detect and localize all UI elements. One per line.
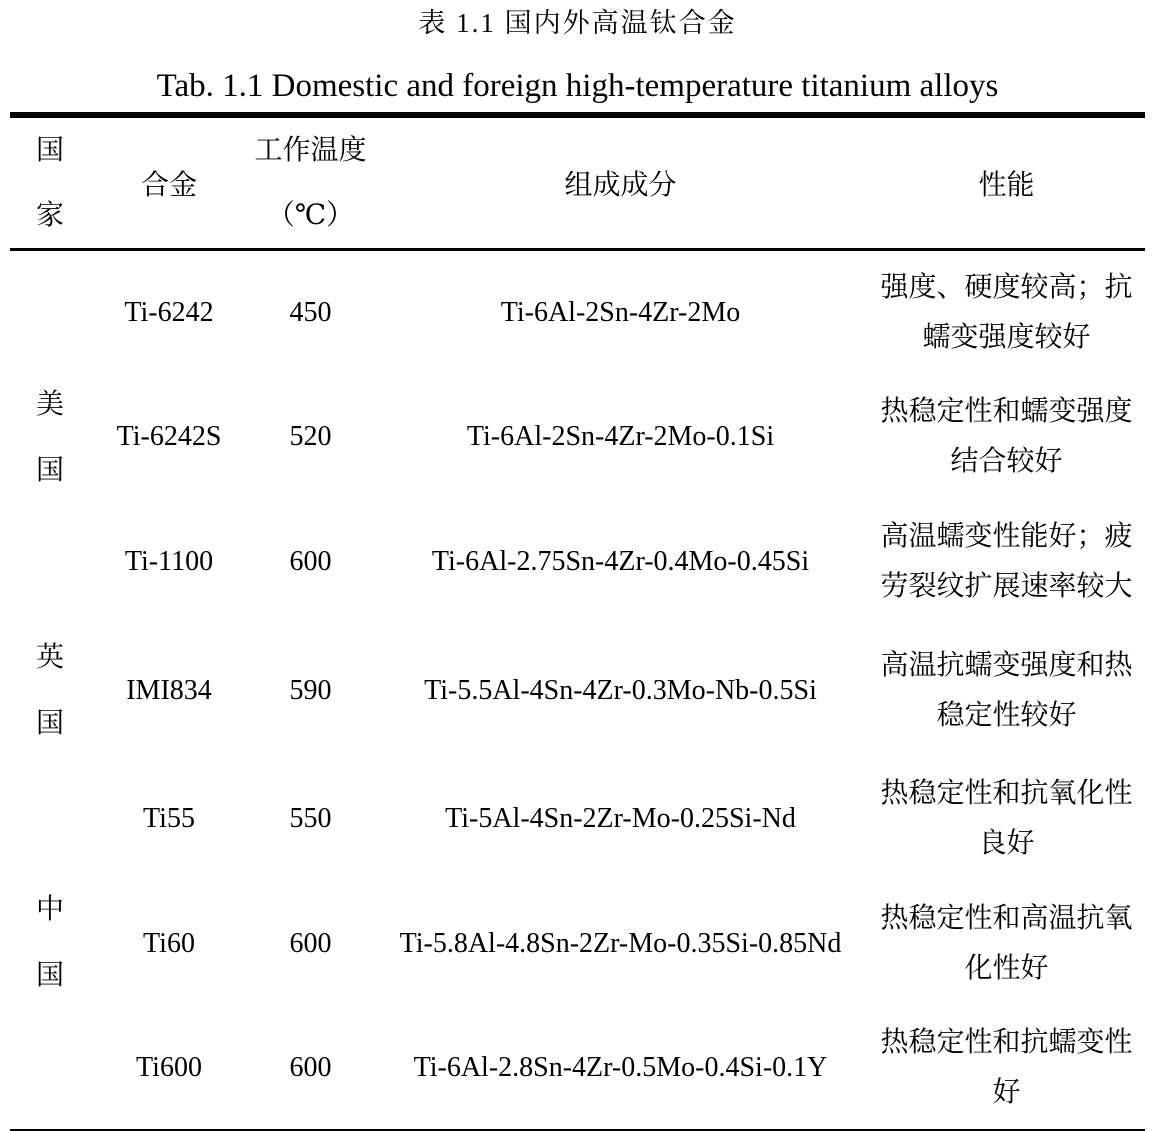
cell-performance	[868, 1007, 1145, 1131]
cell-temperature: 600	[289, 1051, 332, 1083]
header-performance: 性能	[868, 115, 1145, 250]
header-country	[10, 115, 90, 250]
cell-performance	[868, 500, 1145, 625]
country-char: 英	[35, 641, 64, 673]
cell-temperature: 600	[289, 546, 332, 577]
header-temperature-line2: （℃）	[266, 200, 355, 231]
country-char: 中	[35, 893, 64, 925]
table-row-ti600	[10, 1007, 1145, 1131]
table-row-ti60	[10, 882, 1145, 1007]
cell-performance	[868, 757, 1145, 882]
table-caption-chinese: 表 1.1 国内外高温钛合金	[418, 8, 737, 38]
header-country-line1: 国	[35, 135, 64, 166]
performance-line: 劳裂纹扩展速率较大	[880, 571, 1133, 602]
performance-line: 强度、硬度较高；抗	[880, 271, 1133, 303]
cell-alloy: Ti55	[143, 803, 195, 834]
performance-line: 良好	[978, 828, 1035, 859]
table-row-ti6242s	[10, 375, 1145, 500]
cell-composition: Ti-6Al-2Sn-4Zr-2Mo	[500, 296, 741, 328]
cell-temperature: 600	[289, 928, 332, 959]
cell-alloy: Ti60	[143, 928, 195, 959]
cell-temperature: 520	[289, 421, 332, 452]
header-temperature	[248, 115, 373, 250]
header-temperature-line1: 工作温度	[254, 135, 367, 166]
performance-line: 高温蠕变性能好；疲	[880, 521, 1133, 552]
cell-composition: Ti-6Al-2.75Sn-4Zr-0.4Mo-0.45Si	[431, 546, 810, 577]
performance-line: 蠕变强度较好	[922, 321, 1091, 353]
performance-line: 化性好	[964, 953, 1049, 984]
cell-alloy: Ti600	[136, 1051, 202, 1083]
table-row-imi834	[10, 625, 1145, 757]
cell-performance	[868, 250, 1145, 375]
table-row-ti1100	[10, 500, 1145, 625]
performance-line: 高温抗蠕变强度和热	[880, 649, 1133, 681]
table-row-ti6242	[10, 250, 1145, 375]
country-char: 国	[35, 959, 64, 991]
cell-alloy: Ti-6242S	[116, 421, 222, 452]
cell-alloy: Ti-1100	[124, 546, 214, 577]
cell-temperature: 590	[289, 674, 332, 706]
performance-line: 热稳定性和抗氧化性	[880, 778, 1133, 809]
performance-line: 结合较好	[950, 446, 1063, 477]
table-caption-english: Tab. 1.1 Domestic and foreign high-temperature titanium alloys	[156, 68, 999, 104]
cell-temperature: 450	[289, 296, 332, 328]
cell-temperature: 550	[289, 803, 332, 834]
performance-line: 稳定性较好	[936, 699, 1077, 731]
table-row-ti55	[10, 757, 1145, 882]
performance-line: 热稳定性和高温抗氧	[880, 903, 1133, 934]
cell-country-usa	[10, 250, 90, 625]
header-country-line2: 家	[35, 200, 64, 231]
table-header	[10, 115, 1145, 250]
cell-performance	[868, 882, 1145, 1007]
alloy-table	[10, 112, 1145, 1131]
cell-performance	[868, 375, 1145, 500]
cell-composition: Ti-5Al-4Sn-2Zr-Mo-0.25Si-Nd	[445, 803, 796, 834]
country-char: 国	[35, 454, 64, 486]
cell-composition: Ti-5.8Al-4.8Sn-2Zr-Mo-0.35Si-0.85Nd	[399, 928, 842, 959]
performance-line: 热稳定性和抗蠕变性	[880, 1026, 1133, 1058]
header-composition: 组成成分	[373, 115, 868, 250]
header-alloy: 合金	[90, 115, 248, 250]
header-row	[10, 115, 1145, 250]
cell-performance	[868, 625, 1145, 757]
table-body	[10, 250, 1145, 1131]
performance-line: 热稳定性和蠕变强度	[880, 396, 1133, 427]
cell-country-uk	[10, 625, 90, 757]
cell-alloy: Ti-6242	[124, 296, 214, 328]
performance-line: 好	[992, 1076, 1021, 1108]
cell-country-china	[10, 757, 90, 1131]
cell-composition: Ti-5.5Al-4Sn-4Zr-0.3Mo-Nb-0.5Si	[424, 674, 817, 706]
country-char: 国	[35, 707, 64, 739]
country-char: 美	[35, 388, 64, 420]
cell-alloy: IMI834	[126, 674, 212, 706]
cell-composition: Ti-6Al-2.8Sn-4Zr-0.5Mo-0.4Si-0.1Y	[413, 1051, 828, 1083]
cell-composition: Ti-6Al-2Sn-4Zr-2Mo-0.1Si	[466, 421, 775, 452]
